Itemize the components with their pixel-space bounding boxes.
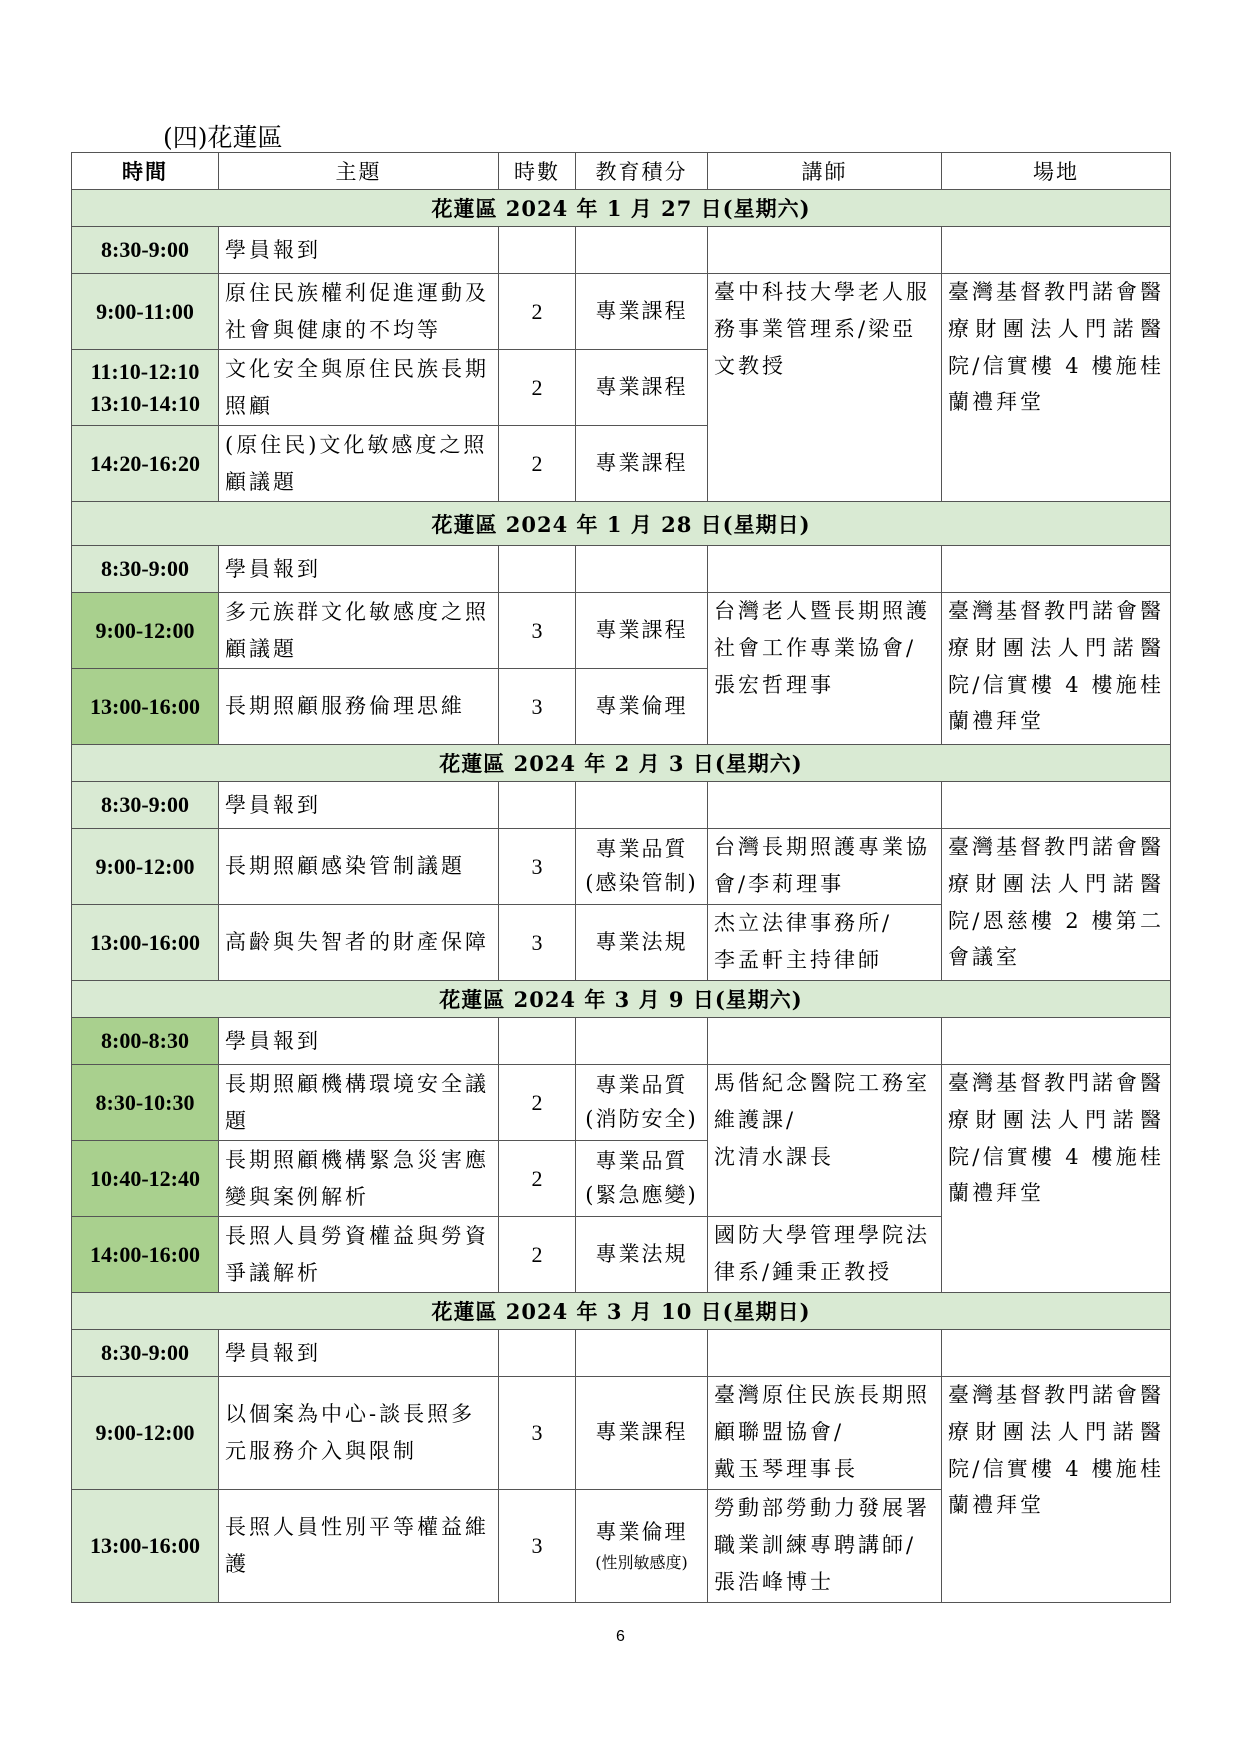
section-heading: (四)花蓮區 xyxy=(163,123,283,152)
topic-cell: 長照人員性別平等權益維護 xyxy=(219,1490,499,1603)
table-row xyxy=(72,1377,1171,1490)
credit-cell xyxy=(576,1330,708,1377)
time-cell: 9:00-12:00 xyxy=(72,829,219,905)
topic-cell: 學員報到 xyxy=(219,782,499,829)
hours-cell: 2 xyxy=(499,1141,576,1217)
time-cell: 8:30-10:30 xyxy=(72,1065,219,1141)
hours-cell: 2 xyxy=(499,1065,576,1141)
table-row xyxy=(72,593,1171,669)
topic-cell: 長期照顧服務倫理思維 xyxy=(219,669,499,745)
table-row xyxy=(72,1065,1171,1141)
teacher-cell: 馬偕紀念醫院工務室維護課/ 沈清水課長 xyxy=(708,1065,942,1217)
hours-cell: 3 xyxy=(499,829,576,905)
credit-cell: 專業倫理 xyxy=(576,669,708,745)
topic-cell: 學員報到 xyxy=(219,227,499,274)
table-row xyxy=(72,227,1171,274)
hours-cell xyxy=(499,782,576,829)
teacher-cell: 臺灣原住民族長期照顧聯盟協會/ 戴玉琴理事長 xyxy=(708,1377,942,1490)
venue-cell xyxy=(942,1330,1171,1377)
time-cell: 14:00-16:00 xyxy=(72,1217,219,1293)
date-label: 花蓮區 2024 年 1 月 28 日(星期日) xyxy=(72,502,1171,546)
venue-cell xyxy=(942,1018,1171,1065)
topic-cell: 學員報到 xyxy=(219,1018,499,1065)
col-header-topic: 主題 xyxy=(219,153,499,190)
topic-cell: 以個案為中心-談長照多元服務介入與限制 xyxy=(219,1377,499,1490)
hours-cell: 2 xyxy=(499,426,576,502)
topic-cell: 文化安全與原住民族長期照顧 xyxy=(219,350,499,426)
credit-cell: 專業法規 xyxy=(576,905,708,981)
venue-cell xyxy=(942,546,1171,593)
table-row xyxy=(72,546,1171,593)
hours-cell: 3 xyxy=(499,1490,576,1603)
teacher-cell xyxy=(708,782,942,829)
teacher-cell xyxy=(708,227,942,274)
time-cell: 8:30-9:00 xyxy=(72,782,219,829)
hours-cell: 2 xyxy=(499,1217,576,1293)
teacher-cell xyxy=(708,1018,942,1065)
venue-cell: 臺灣基督教門諾會醫療財團法人門諾醫院/信實樓 4 樓施桂蘭禮拜堂 xyxy=(942,274,1171,502)
venue-cell: 臺灣基督教門諾會醫療財團法人門諾醫院/信實樓 4 樓施桂蘭禮拜堂 xyxy=(942,1377,1171,1603)
topic-cell: 高齡與失智者的財產保障 xyxy=(219,905,499,981)
topic-cell: (原住民)文化敏感度之照顧議題 xyxy=(219,426,499,502)
credit-note: (性別敏感度) xyxy=(595,1553,688,1572)
hours-cell: 3 xyxy=(499,1377,576,1490)
time-cell: 9:00-12:00 xyxy=(72,593,219,669)
date-row xyxy=(72,745,1171,782)
col-header-teacher: 講師 xyxy=(708,153,942,190)
hours-cell: 3 xyxy=(499,669,576,745)
venue-cell: 臺灣基督教門諾會醫療財團法人門諾醫院/信實樓 4 樓施桂蘭禮拜堂 xyxy=(942,1065,1171,1293)
credit-cell xyxy=(576,227,708,274)
header-row xyxy=(72,153,1171,190)
date-row xyxy=(72,502,1171,546)
date-label: 花蓮區 2024 年 3 月 9 日(星期六) xyxy=(72,981,1171,1018)
credit-cell: 專業品質 (緊急應變) xyxy=(576,1141,708,1217)
hours-cell xyxy=(499,1018,576,1065)
time-cell: 11:10-12:10 13:10-14:10 xyxy=(72,350,219,426)
topic-cell: 長期照顧感染管制議題 xyxy=(219,829,499,905)
teacher-cell: 國防大學管理學院法律系/鍾秉正教授 xyxy=(708,1217,942,1293)
table-row xyxy=(72,274,1171,350)
credit-cell xyxy=(576,1490,708,1603)
topic-cell: 學員報到 xyxy=(219,1330,499,1377)
date-label: 花蓮區 2024 年 1 月 27 日(星期六) xyxy=(72,190,1171,227)
venue-cell: 臺灣基督教門諾會醫療財團法人門諾醫院/信實樓 4 樓施桂蘭禮拜堂 xyxy=(942,593,1171,745)
topic-cell: 長照人員勞資權益與勞資爭議解析 xyxy=(219,1217,499,1293)
credit-cell xyxy=(576,782,708,829)
time-cell: 8:30-9:00 xyxy=(72,1330,219,1377)
hours-cell: 2 xyxy=(499,274,576,350)
col-header-venue: 場地 xyxy=(942,153,1171,190)
credit-cell: 專業課程 xyxy=(576,350,708,426)
credit-cell: 專業課程 xyxy=(576,1377,708,1490)
teacher-cell: 杰立法律事務所/ 李孟軒主持律師 xyxy=(708,905,942,981)
table-row xyxy=(72,1018,1171,1065)
hours-cell xyxy=(499,227,576,274)
time-cell: 9:00-11:00 xyxy=(72,274,219,350)
date-row xyxy=(72,190,1171,227)
venue-cell: 臺灣基督教門諾會醫療財團法人門諾醫院/恩慈樓 2 樓第二會議室 xyxy=(942,829,1171,981)
table-row xyxy=(72,829,1171,905)
teacher-cell: 臺中科技大學老人服務事業管理系/梁亞文教授 xyxy=(708,274,942,502)
topic-cell: 學員報到 xyxy=(219,546,499,593)
topic-cell: 長期照顧機構環境安全議題 xyxy=(219,1065,499,1141)
time-cell: 9:00-12:00 xyxy=(72,1377,219,1490)
time-cell: 13:00-16:00 xyxy=(72,905,219,981)
venue-cell xyxy=(942,782,1171,829)
hours-cell: 3 xyxy=(499,905,576,981)
col-header-time: 時間 xyxy=(72,153,219,190)
time-cell: 8:00-8:30 xyxy=(72,1018,219,1065)
schedule-table xyxy=(71,152,1171,1603)
credit-cell: 專業課程 xyxy=(576,593,708,669)
credit-cell: 專業課程 xyxy=(576,274,708,350)
page-number: 6 xyxy=(616,1628,625,1645)
time-cell: 8:30-9:00 xyxy=(72,546,219,593)
credit-cell xyxy=(576,546,708,593)
time-cell: 13:00-16:00 xyxy=(72,1490,219,1603)
date-label: 花蓮區 2024 年 2 月 3 日(星期六) xyxy=(72,745,1171,782)
time-cell: 8:30-9:00 xyxy=(72,227,219,274)
table-row xyxy=(72,1330,1171,1377)
credit-cell: 專業品質 (感染管制) xyxy=(576,829,708,905)
hours-cell xyxy=(499,1330,576,1377)
teacher-cell: 台灣老人暨長期照護社會工作專業協會/張宏哲理事 xyxy=(708,593,942,745)
time-cell: 14:20-16:20 xyxy=(72,426,219,502)
date-row xyxy=(72,981,1171,1018)
table-row xyxy=(72,782,1171,829)
date-label: 花蓮區 2024 年 3 月 10 日(星期日) xyxy=(72,1293,1171,1330)
venue-cell xyxy=(942,227,1171,274)
teacher-cell: 勞動部勞動力發展署職業訓練專聘講師/張浩峰博士 xyxy=(708,1490,942,1603)
teacher-cell xyxy=(708,1330,942,1377)
credit-label: 專業倫理 xyxy=(595,1520,688,1545)
col-header-credit: 教育積分 xyxy=(576,153,708,190)
date-row xyxy=(72,1293,1171,1330)
hours-cell: 3 xyxy=(499,593,576,669)
hours-cell xyxy=(499,546,576,593)
credit-cell xyxy=(576,1018,708,1065)
credit-cell: 專業品質 (消防安全) xyxy=(576,1065,708,1141)
col-header-hours: 時數 xyxy=(499,153,576,190)
time-cell: 10:40-12:40 xyxy=(72,1141,219,1217)
topic-cell: 多元族群文化敏感度之照顧議題 xyxy=(219,593,499,669)
time-cell: 13:00-16:00 xyxy=(72,669,219,745)
teacher-cell xyxy=(708,546,942,593)
credit-cell: 專業法規 xyxy=(576,1217,708,1293)
credit-cell: 專業課程 xyxy=(576,426,708,502)
topic-cell: 長期照顧機構緊急災害應變與案例解析 xyxy=(219,1141,499,1217)
teacher-cell: 台灣長期照護專業協會/李莉理事 xyxy=(708,829,942,905)
hours-cell: 2 xyxy=(499,350,576,426)
topic-cell: 原住民族權利促進運動及社會與健康的不均等 xyxy=(219,274,499,350)
